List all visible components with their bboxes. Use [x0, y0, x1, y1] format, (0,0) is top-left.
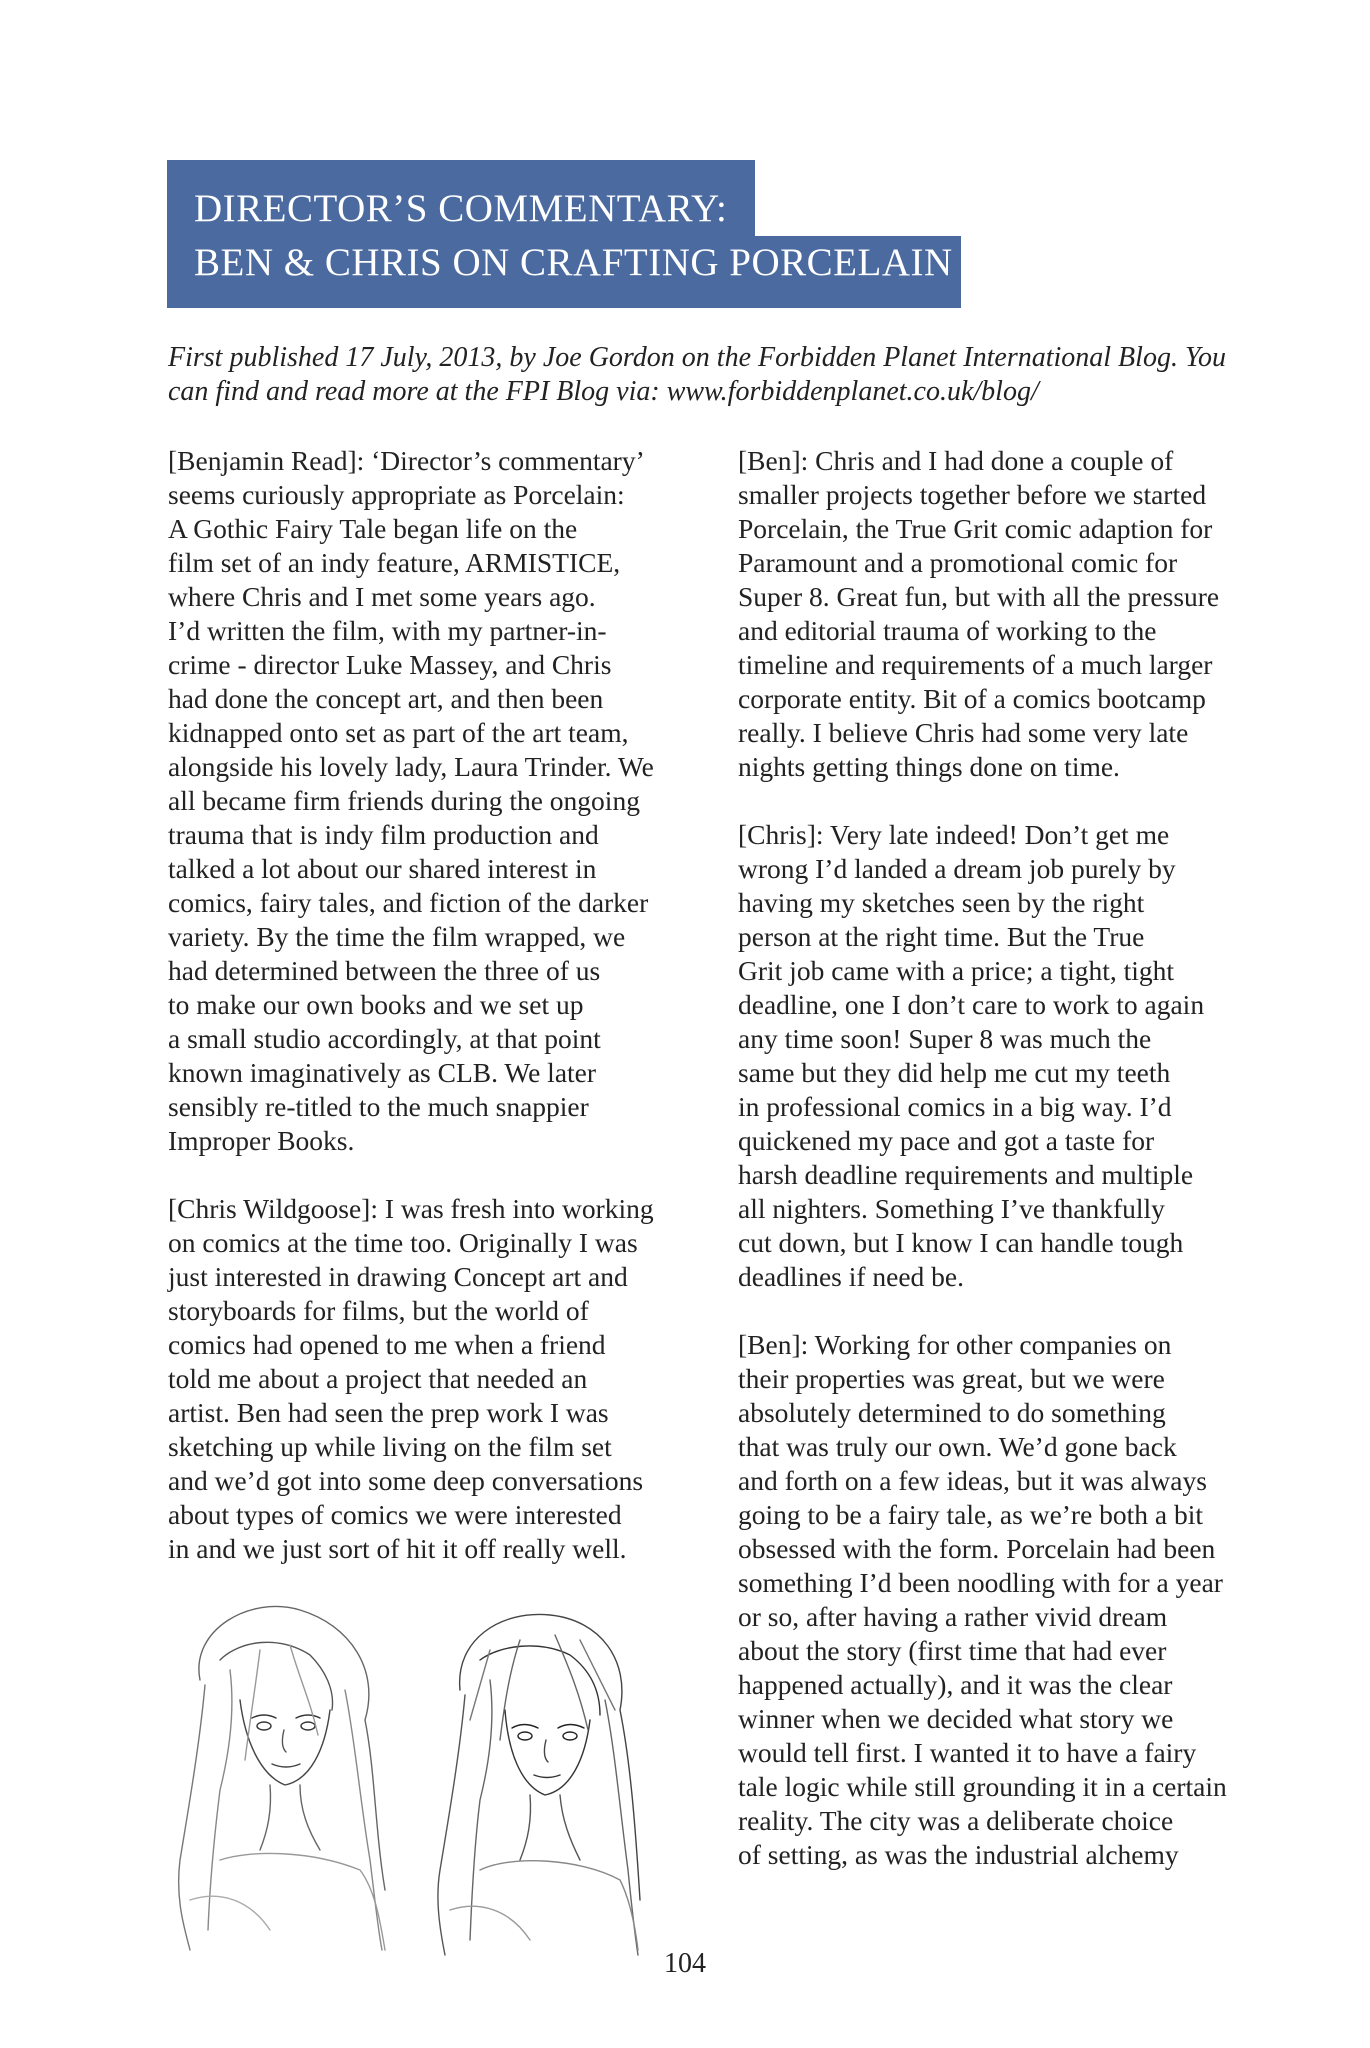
text-line: A Gothic Fairy Tale began life on the: [168, 513, 578, 544]
text-line: [Ben]: Chris and I had done a couple of: [738, 445, 1174, 476]
text-line: really. I believe Chris had some very late: [738, 717, 1189, 748]
text-line: wrong I’d landed a dream job purely by: [738, 853, 1176, 884]
text-line: nights getting things done on time.: [738, 751, 1120, 782]
text-line: timeline and requirements of a much larger: [738, 649, 1213, 680]
text-line: all became firm friends during the ongoing: [168, 785, 640, 816]
text-line: comics had opened to me when a friend: [168, 1329, 606, 1360]
text-line: sensibly re-titled to the much snappier: [168, 1091, 589, 1122]
text-line: [Ben]: Working for other companies on: [738, 1329, 1172, 1360]
text-line: would tell first. I wanted it to have a fairy: [738, 1737, 1197, 1768]
text-line: on comics at the time too. Originally I was: [168, 1227, 638, 1258]
text-line: [Benjamin Read]: ‘Director’s commentary’: [168, 445, 645, 476]
text-line: happened actually), and it was the clear: [738, 1669, 1173, 1700]
text-line: trauma that is indy film production and: [168, 819, 599, 850]
text-line: had done the concept art, and then been: [168, 683, 604, 714]
text-line: person at the right time. But the True: [738, 921, 1145, 952]
page-number: 104: [664, 1948, 706, 1979]
text-line: Paramount and a promotional comic for: [738, 547, 1178, 578]
text-line: Super 8. Great fun, but with all the pressure: [738, 581, 1220, 612]
left-column: [168, 444, 708, 1600]
text-line: sketching up while living on the film set: [168, 1431, 612, 1462]
text-line: any time soon! Super 8 was much the: [738, 1023, 1152, 1054]
text-line: kidnapped onto set as part of the art team,: [168, 717, 629, 748]
sketch-girl-right: [438, 1614, 640, 1955]
text-line: a small studio accordingly, at that point: [168, 1023, 601, 1054]
text-line: smaller projects together before we started: [738, 479, 1207, 510]
text-line: variety. By the time the film wrapped, we: [168, 921, 626, 952]
paragraph-chris-deadlines: [738, 818, 1278, 1294]
text-line: Porcelain, the True Grit comic adaption for: [738, 513, 1213, 544]
sketch-girl-left: [179, 1606, 385, 1950]
text-line: absolutely determined to do something: [738, 1397, 1166, 1428]
text-line: talked a lot about our shared interest in: [168, 853, 597, 884]
text-line: their properties was great, but we were: [738, 1363, 1165, 1394]
text-line: crime - director Luke Massey, and Chris: [168, 649, 612, 680]
intro-line: can find and read more at the FPI Blog via: www.forbiddenplanet.co.uk/blog/: [168, 376, 1039, 407]
text-line: tale logic while still grounding it in a certain: [738, 1771, 1227, 1802]
text-line: I’d written the film, with my partner-in-: [168, 615, 607, 646]
text-line: of setting, as was the industrial alchemy: [738, 1839, 1179, 1870]
paragraph-ben-projects: [738, 444, 1278, 784]
text-line: quickened my pace and got a taste for: [738, 1125, 1155, 1156]
text-line: and forth on a few ideas, but it was always: [738, 1465, 1207, 1496]
character-sketch-illustration: [160, 1600, 680, 1960]
text-line: deadline, one I don’t care to work to again: [738, 989, 1205, 1020]
text-line: [Chris Wildgoose]: I was fresh into working: [168, 1193, 654, 1224]
text-line: reality. The city was a deliberate choice: [738, 1805, 1174, 1836]
text-line: storyboards for films, but the world of: [168, 1295, 589, 1326]
text-line: all nighters. Something I’ve thankfully: [738, 1193, 1165, 1224]
text-line: going to be a fairy tale, as we’re both a bit: [738, 1499, 1204, 1530]
text-line: seems curiously appropriate as Porcelain:: [168, 479, 625, 510]
intro-note: [168, 341, 1268, 409]
paragraph-benjamin-read: [168, 444, 708, 1158]
text-line: in professional comics in a big way. I’d: [738, 1091, 1172, 1122]
text-line: just interested in drawing Concept art and: [168, 1261, 628, 1292]
text-line: deadlines if need be.: [738, 1261, 965, 1292]
paragraph-ben-fairy-tale: [738, 1328, 1278, 1872]
text-line: about the story (first time that had ever: [738, 1635, 1167, 1666]
text-line: winner when we decided what story we: [738, 1703, 1174, 1734]
text-line: to make our own books and we set up: [168, 989, 584, 1020]
text-line: where Chris and I met some years ago.: [168, 581, 596, 612]
text-line: harsh deadline requirements and multiple: [738, 1159, 1194, 1190]
text-line: [Chris]: Very late indeed! Don’t get me: [738, 819, 1170, 850]
article-title: [167, 160, 961, 308]
title-line-2: BEN & CHRIS ON CRAFTING PORCELAIN: [167, 236, 961, 308]
text-line: something I’d been noodling with for a year: [738, 1567, 1223, 1598]
text-line: artist. Ben had seen the prep work I was: [168, 1397, 609, 1428]
text-line: and editorial trauma of working to the: [738, 615, 1157, 646]
text-line: told me about a project that needed an: [168, 1363, 588, 1394]
text-line: that was truly our own. We’d gone back: [738, 1431, 1177, 1462]
text-line: known imaginatively as CLB. We later: [168, 1057, 597, 1088]
text-line: Improper Books.: [168, 1125, 355, 1156]
text-line: comics, fairy tales, and fiction of the darker: [168, 887, 649, 918]
paragraph-chris-wildgoose: [168, 1192, 708, 1566]
text-line: cut down, but I know I can handle tough: [738, 1227, 1184, 1258]
title-line-1: DIRECTOR’S COMMENTARY:: [167, 160, 755, 236]
intro-line: First published 17 July, 2013, by Joe Gordon on the Forbidden Planet International Blog. You: [168, 342, 1226, 373]
text-line: Grit job came with a price; a tight, tight: [738, 955, 1175, 986]
text-line: or so, after having a rather vivid dream: [738, 1601, 1168, 1632]
text-line: had determined between the three of us: [168, 955, 601, 986]
text-line: obsessed with the form. Porcelain had been: [738, 1533, 1216, 1564]
text-line: in and we just sort of hit it off really well.: [168, 1533, 627, 1564]
text-line: having my sketches seen by the right: [738, 887, 1145, 918]
right-column: [738, 444, 1278, 1906]
text-line: alongside his lovely lady, Laura Trinder. We: [168, 751, 654, 782]
text-line: same but they did help me cut my teeth: [738, 1057, 1171, 1088]
text-line: about types of comics we were interested: [168, 1499, 622, 1530]
text-line: film set of an indy feature, ARMISTICE,: [168, 547, 621, 578]
text-line: corporate entity. Bit of a comics bootcamp: [738, 683, 1206, 714]
text-line: and we’d got into some deep conversations: [168, 1465, 644, 1496]
